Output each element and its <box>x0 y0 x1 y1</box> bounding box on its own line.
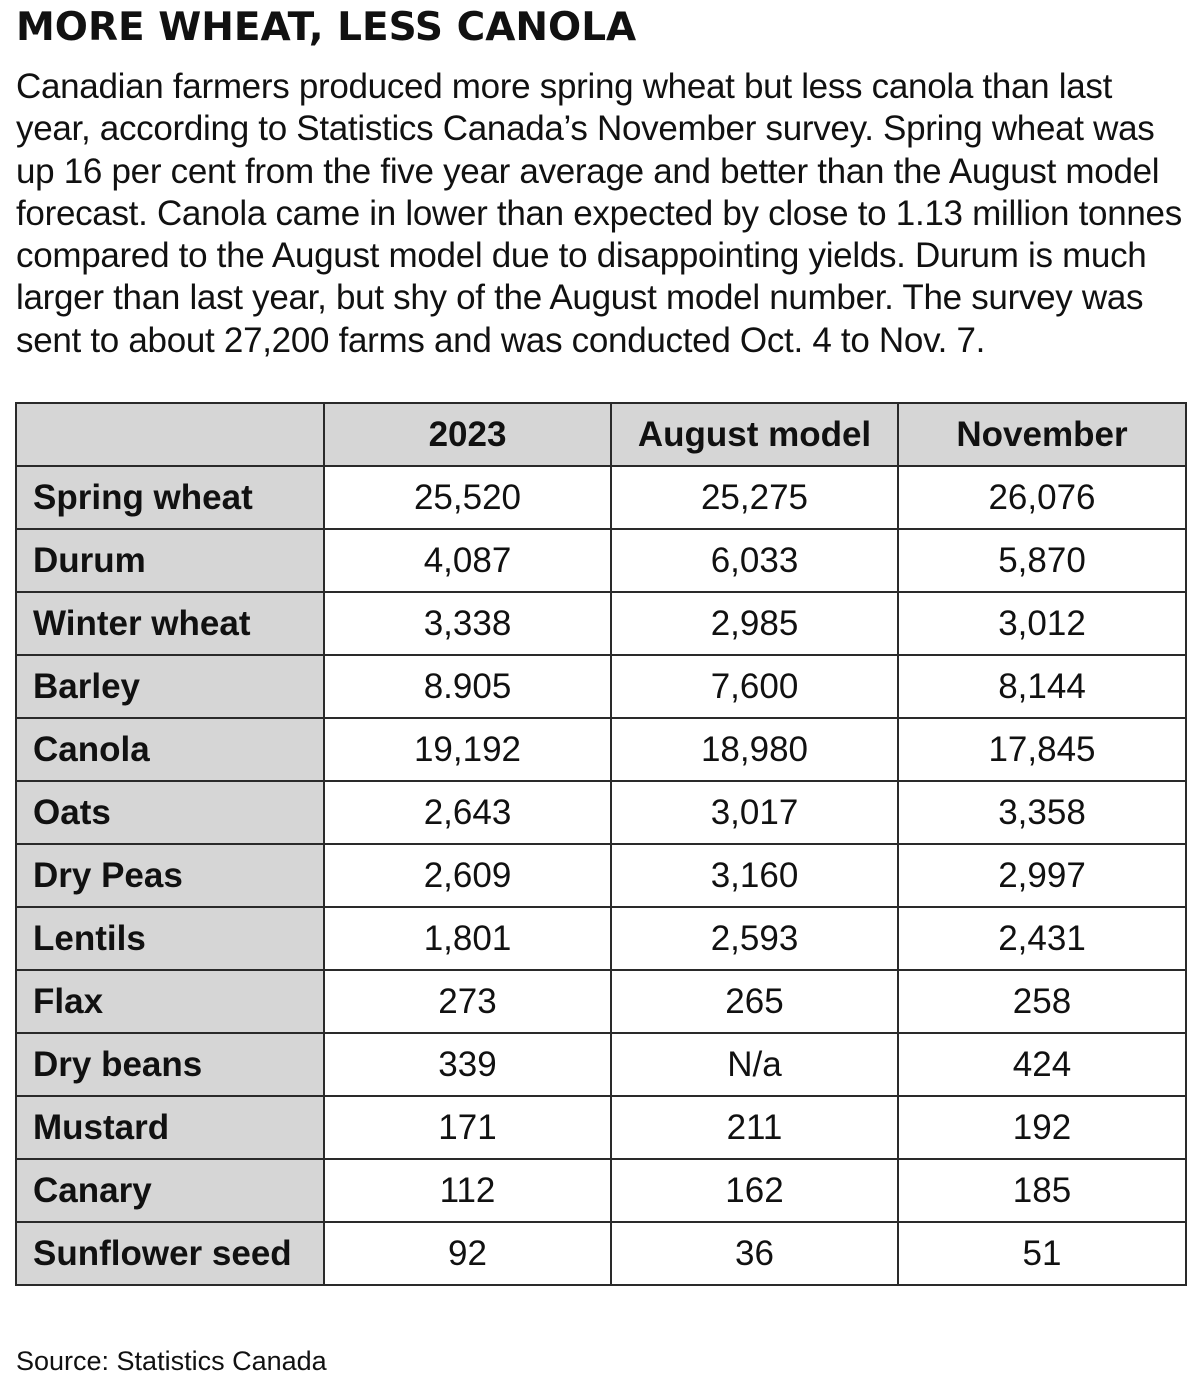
cell-2023: 2,609 <box>324 844 611 907</box>
cell-august-model: 18,980 <box>611 718 898 781</box>
row-crop-name: Lentils <box>16 907 324 970</box>
row-crop-name: Winter wheat <box>16 592 324 655</box>
cell-november: 2,997 <box>898 844 1186 907</box>
table-row <box>16 466 1186 529</box>
cell-2023: 273 <box>324 970 611 1033</box>
cell-august-model: 25,275 <box>611 466 898 529</box>
table-header-row <box>16 403 1186 466</box>
cell-august-model: 2,985 <box>611 592 898 655</box>
cell-2023: 1,801 <box>324 907 611 970</box>
cell-august-model: 265 <box>611 970 898 1033</box>
header-august-model: August model <box>611 403 898 466</box>
cell-2023: 8.905 <box>324 655 611 718</box>
cell-2023: 112 <box>324 1159 611 1222</box>
cell-august-model: 2,593 <box>611 907 898 970</box>
row-crop-name: Flax <box>16 970 324 1033</box>
cell-november: 185 <box>898 1159 1186 1222</box>
table-row <box>16 907 1186 970</box>
header-crop <box>16 403 324 466</box>
row-crop-name: Canola <box>16 718 324 781</box>
cell-november: 17,845 <box>898 718 1186 781</box>
table-row <box>16 1222 1186 1285</box>
table-row <box>16 1033 1186 1096</box>
source-credit: Source: Statistics Canada <box>16 1346 327 1376</box>
cell-november: 51 <box>898 1222 1186 1285</box>
cell-2023: 25,520 <box>324 466 611 529</box>
crop-production-table <box>15 402 1187 1286</box>
cell-2023: 3,338 <box>324 592 611 655</box>
cell-november: 2,431 <box>898 907 1186 970</box>
cell-november: 424 <box>898 1033 1186 1096</box>
cell-2023: 171 <box>324 1096 611 1159</box>
table-row <box>16 970 1186 1033</box>
cell-august-model: 7,600 <box>611 655 898 718</box>
table-row <box>16 529 1186 592</box>
header-2023: 2023 <box>324 403 611 466</box>
row-crop-name: Mustard <box>16 1096 324 1159</box>
cell-november: 3,012 <box>898 592 1186 655</box>
header-november: November <box>898 403 1186 466</box>
row-crop-name: Sunflower seed <box>16 1222 324 1285</box>
cell-august-model: N/a <box>611 1033 898 1096</box>
cell-november: 3,358 <box>898 781 1186 844</box>
cell-august-model: 6,033 <box>611 529 898 592</box>
row-crop-name: Durum <box>16 529 324 592</box>
cell-august-model: 3,017 <box>611 781 898 844</box>
row-crop-name: Dry Peas <box>16 844 324 907</box>
cell-2023: 339 <box>324 1033 611 1096</box>
table-row <box>16 592 1186 655</box>
cell-2023: 92 <box>324 1222 611 1285</box>
row-crop-name: Dry beans <box>16 1033 324 1096</box>
row-crop-name: Oats <box>16 781 324 844</box>
row-crop-name: Spring wheat <box>16 466 324 529</box>
cell-november: 5,870 <box>898 529 1186 592</box>
table-row <box>16 781 1186 844</box>
cell-2023: 4,087 <box>324 529 611 592</box>
table-row <box>16 718 1186 781</box>
cell-november: 192 <box>898 1096 1186 1159</box>
cell-november: 26,076 <box>898 466 1186 529</box>
cell-august-model: 36 <box>611 1222 898 1285</box>
cell-november: 8,144 <box>898 655 1186 718</box>
row-crop-name: Canary <box>16 1159 324 1222</box>
cell-august-model: 3,160 <box>611 844 898 907</box>
table-row <box>16 844 1186 907</box>
table-row <box>16 1096 1186 1159</box>
table-body <box>16 466 1186 1285</box>
intro-paragraph: Canadian farmers produced more spring wheat but less canola than last year, according to Statistics Canada’s November survey. Spring wheat was up 16 per cent from the five year average and better than the August model forecast. Canola came in lower than expected by close to 1.13 million tonnes compared to the August model due to disappointing yields. Durum is much larger than last year, but shy of the August model number. The survey was sent to about 27,200 farms and was conducted Oct. 4 to Nov. 7. <box>16 67 1182 360</box>
table-row <box>16 1159 1186 1222</box>
cell-august-model: 162 <box>611 1159 898 1222</box>
page-title: MORE WHEAT, LESS CANOLA <box>16 5 637 50</box>
cell-august-model: 211 <box>611 1096 898 1159</box>
cell-2023: 19,192 <box>324 718 611 781</box>
cell-november: 258 <box>898 970 1186 1033</box>
table-row <box>16 655 1186 718</box>
row-crop-name: Barley <box>16 655 324 718</box>
cell-2023: 2,643 <box>324 781 611 844</box>
